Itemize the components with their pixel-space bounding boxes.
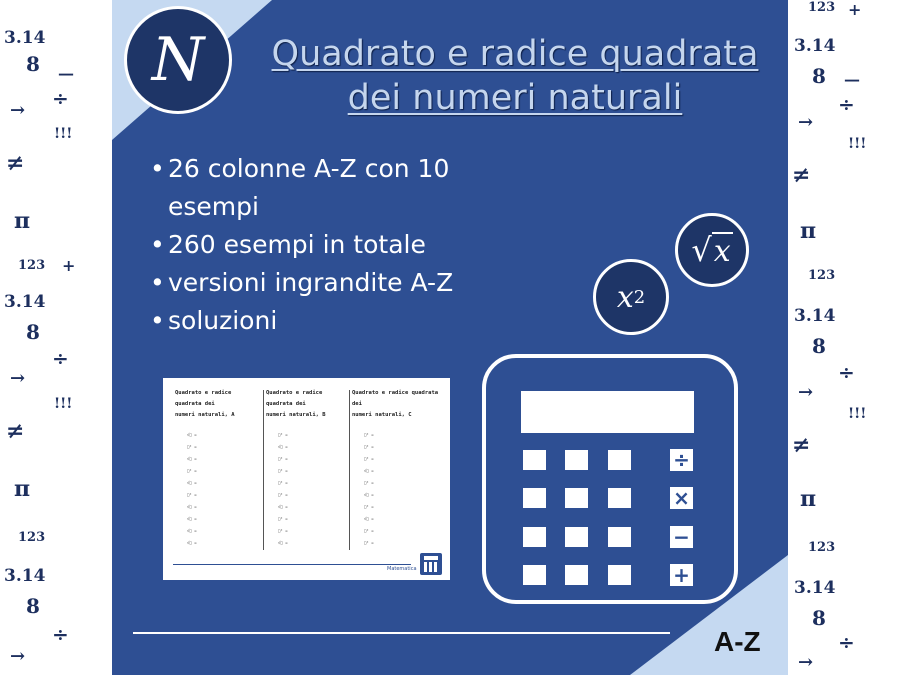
eight-doodle: 8 [812, 334, 826, 358]
feature-item: • versioni ingrandite A-Z [150, 264, 490, 302]
calculator-key [565, 450, 588, 470]
numbers-doodle: 123 [18, 258, 46, 273]
exclamation-doodle: !!! [848, 406, 867, 422]
doodle-pattern-left [0, 0, 112, 675]
not-equal-doodle: ≠ [792, 162, 811, 188]
numbers-doodle: 123 [808, 268, 836, 283]
calculator-key [523, 527, 546, 547]
calculator-key [565, 488, 588, 508]
sqrt-radicand: x [713, 233, 731, 269]
preview-subheading: numeri naturali, C [352, 412, 412, 418]
feature-item: • soluzioni [150, 302, 490, 340]
feature-list [150, 150, 490, 340]
feature-item: • 260 esempi in totale [150, 226, 490, 264]
divide-key: ÷ [670, 449, 693, 471]
pi-value-doodle: 3.14 [4, 292, 46, 312]
preview-subheading: numeri naturali, B [266, 412, 326, 418]
arrow-doodle: → [798, 382, 814, 403]
title-line-2: dei numeri naturali [347, 78, 683, 118]
natural-numbers-badge: N [124, 6, 232, 114]
square-root-icon: √ x [675, 213, 749, 287]
not-equal-doodle: ≠ [792, 432, 811, 458]
minus-doodle: — [58, 64, 74, 83]
pi-value-doodle: 3.14 [794, 306, 836, 326]
preview-exercises: □² = □² = □² = √□ = □² = √□ = □² = √□ = □² = □² = [364, 432, 374, 545]
eight-doodle: 8 [812, 606, 826, 630]
arrow-doodle: → [10, 100, 26, 121]
feature-item: • 26 colonne A-Z con 10 esempi [150, 150, 490, 226]
power-exponent: 2 [633, 286, 646, 308]
arrow-doodle: → [798, 652, 814, 673]
multiply-key: × [670, 487, 693, 509]
pi-doodle: π [800, 218, 817, 244]
pi-value-doodle: 3.14 [794, 36, 836, 56]
calculator-key [523, 565, 546, 585]
pi-value-doodle: 3.14 [4, 566, 46, 586]
square-power-icon [593, 259, 669, 335]
minus-doodle: — [844, 70, 860, 89]
calculator-key [523, 450, 546, 470]
pi-doodle: π [14, 476, 31, 502]
eight-doodle: 8 [26, 320, 40, 344]
arrow-doodle: → [798, 112, 814, 133]
plus-doodle: + [848, 0, 862, 19]
title-line-1: Quadrato e radice quadrata [271, 34, 759, 74]
preview-divider [349, 390, 350, 550]
preview-column-a [175, 388, 261, 560]
preview-footer-line [173, 564, 411, 565]
doodle-pattern-right [788, 0, 900, 675]
calculator-key [608, 565, 631, 585]
divide-doodle: ÷ [52, 86, 69, 110]
numbers-doodle: 123 [18, 530, 46, 545]
preview-heading: Quadrato e radice quadrata dei [352, 390, 439, 407]
plus-doodle: + [62, 256, 76, 275]
eight-doodle: 8 [26, 52, 40, 76]
divide-doodle: ÷ [52, 346, 69, 370]
preview-column-b [266, 388, 350, 560]
page-title [250, 32, 780, 120]
worksheet-preview [163, 378, 450, 580]
preview-exercises: √□ = □² = √□ = □² = √□ = □² = √□ = √□ = √□ = √□ = [187, 432, 197, 545]
preview-column-c [352, 388, 442, 560]
exclamation-doodle: !!! [848, 136, 867, 152]
az-label: A-Z [714, 626, 761, 657]
exclamation-doodle: !!! [54, 126, 73, 142]
divide-doodle: ÷ [52, 622, 69, 646]
numbers-doodle: 123 [808, 0, 836, 15]
preview-subheading: numeri naturali, A [175, 412, 235, 418]
pi-value-doodle: 3.14 [4, 28, 46, 48]
divide-doodle: ÷ [838, 630, 855, 654]
calculator-key [608, 450, 631, 470]
preview-heading: Quadrato e radice quadrata dei [175, 390, 232, 407]
preview-footer-label: Matematica [387, 566, 417, 572]
exclamation-doodle: !!! [54, 396, 73, 412]
bottom-divider [133, 632, 670, 634]
preview-heading: Quadrato e radice quadrata dei [266, 390, 323, 407]
not-equal-doodle: ≠ [6, 150, 25, 176]
power-base: x [616, 279, 634, 315]
arrow-doodle: → [10, 368, 26, 389]
calculator-screen [521, 391, 694, 433]
preview-divider [263, 390, 264, 550]
numbers-doodle: 123 [808, 540, 836, 555]
pi-doodle: π [14, 208, 31, 234]
eight-doodle: 8 [26, 594, 40, 618]
calculator-key [608, 527, 631, 547]
eight-doodle: 8 [812, 64, 826, 88]
plus-key: + [670, 564, 693, 586]
arrow-doodle: → [10, 646, 26, 667]
calculator-icon [420, 553, 442, 575]
divide-doodle: ÷ [838, 92, 855, 116]
calculator-key [523, 488, 546, 508]
minus-key: − [670, 526, 693, 548]
calculator-key [608, 488, 631, 508]
divide-doodle: ÷ [838, 360, 855, 384]
preview-exercises: □² = √□ = □² = □² = □² = □² = √□ = □² = □² = √□ = [278, 432, 288, 545]
calculator-key [565, 565, 588, 585]
pi-value-doodle: 3.14 [794, 578, 836, 598]
pi-doodle: π [800, 486, 817, 512]
not-equal-doodle: ≠ [6, 418, 25, 444]
calculator-key [565, 527, 588, 547]
